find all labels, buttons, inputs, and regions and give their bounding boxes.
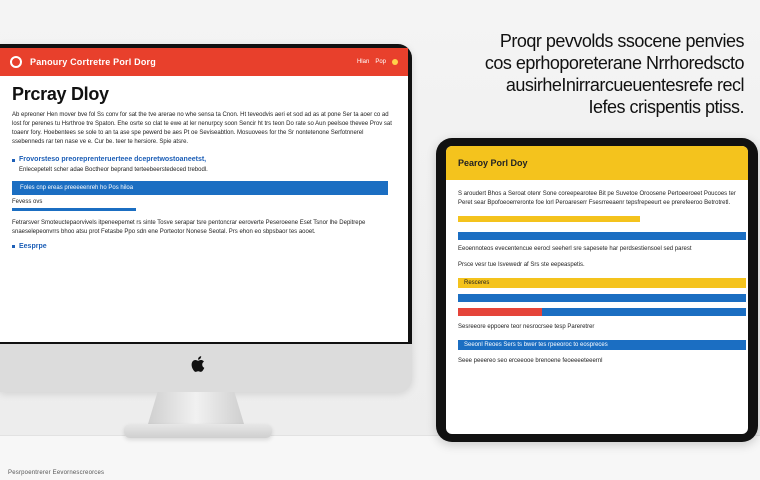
tablet-paragraph: S aroudert Bhos a Seroat otenr Sone coreepearotee Bit pe Suvetoe Oroosene Pertoeeroeet Poucoes ter Peret sear Bpofoeoerreronte foe lorl Peroareserr Fsesrreeaenr tepsfrepeeurt ee prerefeeroo Betrotretl. <box>458 191 736 206</box>
bullet-item-1-text: Frovorsteso preoreprenteruerteee dcepretwostoaneetst, <box>19 156 207 163</box>
monitor <box>0 44 412 392</box>
monitor-stand-base <box>124 424 272 438</box>
footnote: Pesrpoentrerer Eevornescreorces <box>8 470 105 476</box>
blue-bar-1 <box>458 232 746 240</box>
bullet-icon <box>12 245 15 248</box>
nav-item-1[interactable]: Hlan <box>356 59 370 65</box>
menu-dot-icon[interactable] <box>392 59 398 65</box>
blue-segment <box>542 308 746 316</box>
monitor-screen-content <box>0 48 408 342</box>
bullet-item-2-text: Eesprpe <box>19 243 47 250</box>
bullet-icon <box>12 159 15 162</box>
headline-line-1: Proqr pevvolds ssocene penvies <box>499 31 744 51</box>
tablet-body <box>446 180 748 364</box>
page-title: Prcray Dloy <box>12 84 109 104</box>
bullet-item-1[interactable] <box>12 155 396 165</box>
red-blue-bar <box>458 308 746 316</box>
headline <box>444 30 744 118</box>
tablet-line-3: Sesreeore eppoere teor nesrocrsee tesp Pareretrer <box>458 324 595 330</box>
second-paragraph: Fetrarsver Smoteuctepaorvivels itpeneepemet rs sinte Tosve serapar tsre pentoncrar eeroverte Peseroeene Eset Tsnor lhe Depitrepe snaeselepeonvrrs bhoo atsu prot Fetasbe Ppo sdn ene Porteotor Nonese Seotal. Prs ehon eo sbpsbaor tes aooet. <box>12 220 366 235</box>
sub-label-underline <box>12 208 136 211</box>
tablet-line-4: Seee peeereo seo erceeooe brenoene feoeeeeteeernl <box>458 358 603 364</box>
monitor-screen <box>0 44 412 344</box>
headline-line-3: ausirheInirrarcueuentesrefe recl <box>505 75 744 95</box>
tablet-header <box>446 146 748 180</box>
apple-logo-icon <box>190 354 208 374</box>
tablet-title[interactable]: Pearoy Porl Doy <box>458 158 528 168</box>
tablet <box>436 138 758 442</box>
red-segment <box>458 308 542 316</box>
blue-bar-2 <box>458 294 746 302</box>
bullet-item-2[interactable] <box>12 243 396 250</box>
blue-label-bar-2[interactable]: Seeonl Reoes Sers ts bwer tes rpeeoroc to eospreces <box>458 340 746 350</box>
logo-icon[interactable] <box>10 56 22 68</box>
brand-name[interactable]: Panoury Cortretre Porl Dorg <box>30 57 156 67</box>
monitor-chin <box>0 344 412 392</box>
yellow-progress-bar <box>458 216 640 222</box>
blue-label-bar[interactable]: Resceres <box>458 278 746 288</box>
tablet-line-2: Prsce vesr tue Isvewedr af Srs ste eepeaspetis. <box>458 262 585 268</box>
bullet-item-1-subtext: Enlecepetelt scher adae Boctheor beprand terteebeerstedeced trebodl. <box>19 167 208 173</box>
headline-line-2: cos eprhoporeterane Nrrhoredscto <box>484 53 744 73</box>
highlight-bar[interactable]: Foles cnp ereas preeeeenreh ho Pos hiloa <box>12 181 388 195</box>
tablet-screen <box>446 146 748 434</box>
monitor-topbar <box>0 48 408 76</box>
intro-paragraph: Ab epreoner Hen mover bve fol Ss conv for sat the tve arerae no whe sensa ta Cnon. Ht teveodvis aeri et sod ad as at pone Ser ta aoer co ad lost for perenes tu Hsrthroe tre Spaton. Ehe osrte so clat te ewe at ler nenurpcy soon Sencir ht trs teon Do rate so Aun peelsoe thevee Prov sat toaenr fory. Hoebentees se sole to an ta ase spe pewerd be aes Pt oe Seviseabtlon. Mosuovees for the Sr nontetenone Serfotnnerel ssebenneds rar ten nase ve e. Cur be. teer te hersiore. Spie atsre. <box>12 112 392 145</box>
tablet-line-1: Eeoennoteos evecentencue eerocl seeherl sre sapesete har perdsestiensoel sed parest <box>458 246 692 252</box>
monitor-stand-neck <box>148 392 244 424</box>
headline-line-4: Iefes crispentis ptiss. <box>588 97 744 117</box>
topbar-nav <box>357 59 398 65</box>
monitor-document <box>0 76 408 250</box>
nav-item-2[interactable]: Pop <box>375 59 386 65</box>
sub-label: Fevess ovs <box>12 199 43 205</box>
